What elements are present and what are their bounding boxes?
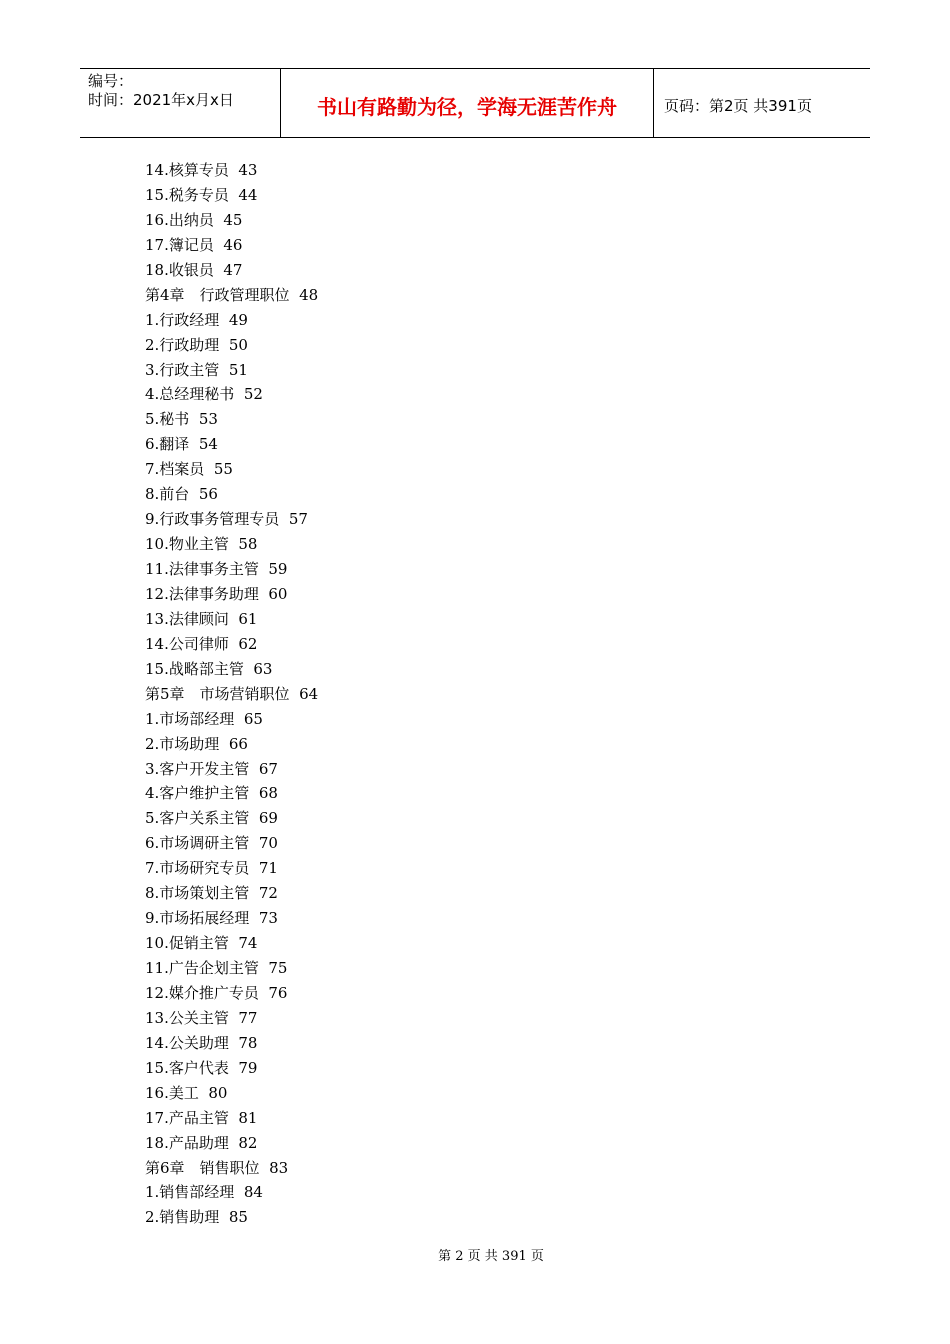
toc-entry[interactable]: 18.产品助理 82 — [145, 1133, 258, 1152]
toc-entry[interactable]: 6.市场调研主管 70 — [145, 834, 278, 853]
toc-entry[interactable]: 13.法律顾问 61 — [145, 609, 258, 628]
toc-entry[interactable]: 10.物业主管 58 — [145, 535, 258, 554]
toc-entry[interactable]: 第6章 销售职位 83 — [145, 1158, 289, 1177]
toc-entry[interactable]: 18.收银员 47 — [145, 260, 243, 279]
toc-entry[interactable]: 5.秘书 53 — [145, 410, 218, 429]
toc-entry[interactable]: 第4章 行政管理职位 48 — [145, 285, 319, 304]
toc-entry[interactable]: 9.市场拓展经理 73 — [145, 909, 278, 928]
toc-entry[interactable]: 8.市场策划主管 72 — [145, 884, 278, 903]
toc-entry[interactable]: 14.公关助理 78 — [145, 1033, 258, 1052]
toc-entry[interactable]: 17.簿记员 46 — [145, 235, 243, 254]
toc-entry[interactable]: 9.行政事务管理专员 57 — [145, 510, 308, 529]
toc-entry[interactable]: 12.法律事务助理 60 — [145, 584, 288, 603]
toc-entry[interactable]: 3.客户开发主管 67 — [145, 759, 278, 778]
toc-entry[interactable]: 7.市场研究专员 71 — [145, 859, 278, 878]
document-date: 时间：2021年x月x日 — [88, 91, 234, 109]
toc-entry[interactable]: 14.核算专员 43 — [145, 161, 258, 179]
toc-entry[interactable]: 1.销售部经理 84 — [145, 1183, 263, 1202]
toc-entry[interactable]: 7.档案员 55 — [145, 460, 233, 479]
toc-entry[interactable]: 5.客户关系主管 69 — [145, 809, 278, 828]
toc-entry[interactable]: 14.公司律师 62 — [145, 634, 258, 653]
toc-entry[interactable]: 1.行政经理 49 — [145, 310, 248, 329]
toc-entry[interactable]: 第5章 市场营销职位 64 — [145, 684, 319, 703]
toc-entry[interactable]: 15.客户代表 79 — [145, 1058, 258, 1077]
header-meta — [80, 69, 281, 137]
toc-entry[interactable]: 2.销售助理 85 — [145, 1208, 248, 1227]
toc-entry[interactable]: 11.法律事务主管 59 — [145, 560, 288, 578]
toc-entry[interactable]: 16.出纳员 45 — [145, 210, 243, 229]
toc-entry[interactable]: 2.市场助理 66 — [145, 734, 248, 753]
toc-entry[interactable]: 10.促销主管 74 — [145, 934, 258, 953]
toc-entry[interactable]: 16.美工 80 — [145, 1083, 228, 1102]
toc-entry[interactable]: 12.媒介推广专员 76 — [145, 983, 288, 1002]
toc-entry[interactable]: 2.行政助理 50 — [145, 335, 248, 354]
header-page-count: 页码：第2页 共391页 — [664, 96, 812, 115]
toc-entry[interactable]: 13.公关主管 77 — [145, 1008, 258, 1027]
header-motto: 书山有路勤为径，学海无涯苦作舟 — [281, 69, 654, 137]
toc-entry[interactable]: 6.翻译 54 — [145, 435, 218, 454]
toc-entry[interactable]: 4.总经理秘书 52 — [145, 385, 263, 404]
toc-entry[interactable]: 15.税务专员 44 — [145, 185, 258, 204]
toc-entry[interactable]: 11.广告企划主管 75 — [145, 959, 288, 977]
toc-entry[interactable]: 17.产品主管 81 — [145, 1108, 258, 1127]
toc-entry[interactable]: 8.前台 56 — [145, 485, 218, 504]
toc-entry[interactable]: 4.客户维护主管 68 — [145, 784, 278, 803]
page-footer: 第 2 页 共 391 页 — [438, 1249, 544, 1264]
document-number-label: 编号： — [88, 72, 134, 90]
toc-entry[interactable]: 15.战略部主管 63 — [145, 659, 273, 678]
toc-entry[interactable]: 3.行政主管 51 — [145, 360, 248, 379]
table-of-contents — [145, 158, 318, 1230]
toc-entry[interactable]: 1.市场部经理 65 — [145, 709, 263, 728]
page-header — [80, 68, 870, 138]
